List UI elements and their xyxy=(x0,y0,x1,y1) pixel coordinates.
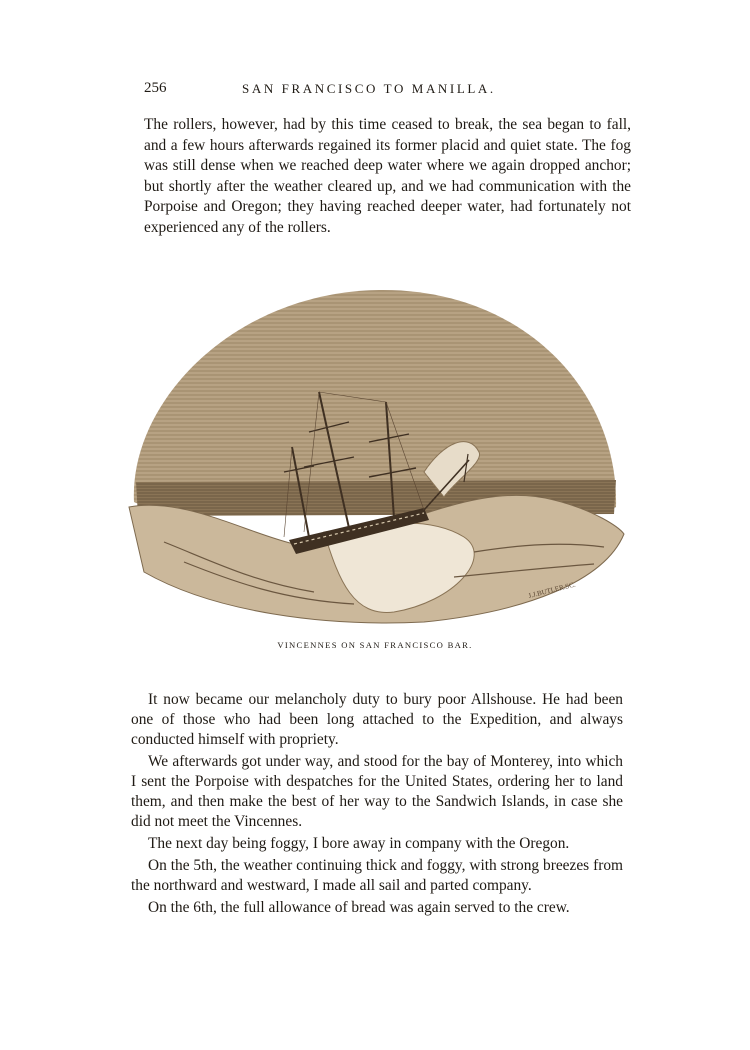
paragraph-5th: On the 5th, the weather continuing thick and foggy, with strong breezes from the northward and westward, I made all sail and parted company. xyxy=(131,857,623,894)
paragraph-rollers: The rollers, however, had by this time ceased to break, the sea began to fall, and a few hours afterwards regained its former placid and quiet state. The fog was still dense when we reached deep water where we again dropped anchor; but shortly after the weather cleared up, and we had communication with the Porpoise and Oregon; they having reached deeper water, had fortunately not experienced any of the rollers. xyxy=(144,116,631,236)
engraving-illustration xyxy=(124,282,629,634)
page-header xyxy=(144,80,634,102)
paragraph-foggy: The next day being foggy, I bore away in company with the Oregon. xyxy=(148,835,570,852)
ship-on-bar-engraving xyxy=(124,282,629,634)
engraver-signature: J.J.BUTLER.SC. xyxy=(527,580,577,600)
page-number: 256 xyxy=(144,80,167,96)
running-head: SAN FRANCISCO TO MANILLA. xyxy=(242,81,496,96)
figure-caption: VINCENNES ON SAN FRANCISCO BAR. xyxy=(277,640,473,650)
paragraph-6th: On the 6th, the full allowance of bread was again served to the crew. xyxy=(148,899,570,916)
paragraph-allshouse: It now became our melancholy duty to bury poor Allshouse. He had been one of those who had been long attached to the Expedition, and always conducted himself with propriety. xyxy=(131,691,623,748)
paragraph-monterey: We afterwards got under way, and stood for the bay of Monterey, into which I sent the Porpoise with despatches for the United States, ordering her to land them, and then make the best of her way to the Sandwich Islands, in case she did not meet the Vincennes. xyxy=(131,753,623,830)
body-text-bottom xyxy=(131,690,623,918)
